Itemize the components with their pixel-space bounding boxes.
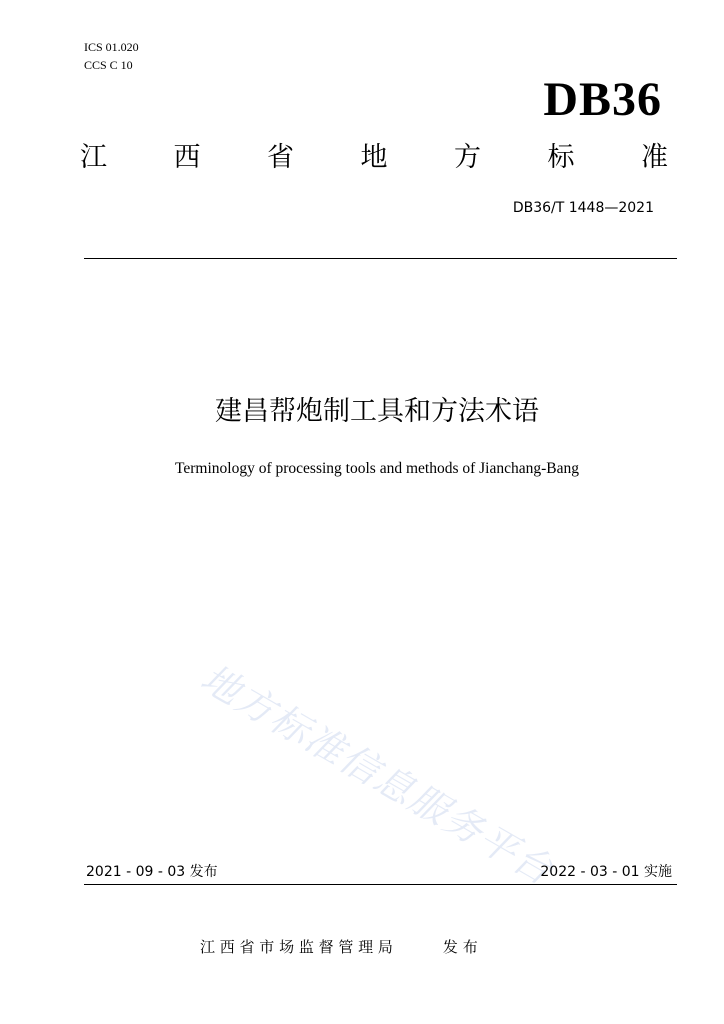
standard-kind-char: 江: [80, 142, 107, 173]
issue-date: 2021 - 09 - 03 发布: [86, 864, 218, 880]
bottom-divider: [84, 884, 677, 885]
standard-kind-char: 方: [454, 142, 481, 173]
standard-kind-char: 省: [267, 142, 294, 173]
document-title-english: Terminology of processing tools and methods of Jianchang-Bang: [175, 460, 579, 477]
standard-kind-char: 地: [360, 142, 388, 173]
db-logo: DB36: [543, 73, 662, 126]
standard-kind-char: 标: [547, 142, 575, 173]
standard-number: DB36/T 1448—2021: [512, 200, 654, 216]
implementation-date: 2022 - 03 - 01 实施: [540, 864, 672, 880]
standard-kind-title: [80, 142, 668, 174]
ccs-code: CCS C 10: [84, 58, 133, 72]
date-row: [86, 862, 672, 882]
document-title-chinese: 建昌帮炮制工具和方法术语: [215, 396, 539, 427]
publisher-name: 江 西 省 市 场 监 督 管 理 局: [200, 938, 393, 956]
watermark: 地方标准信息服务平台: [193, 655, 562, 894]
publisher-line: [200, 936, 478, 958]
standard-kind-char: 西: [173, 142, 201, 173]
classification-codes: [84, 38, 139, 74]
top-divider: [84, 258, 677, 259]
standard-kind-char: 准: [641, 142, 668, 173]
ics-code: ICS 01.020: [84, 40, 139, 54]
publish-action: 发 布: [442, 938, 478, 956]
